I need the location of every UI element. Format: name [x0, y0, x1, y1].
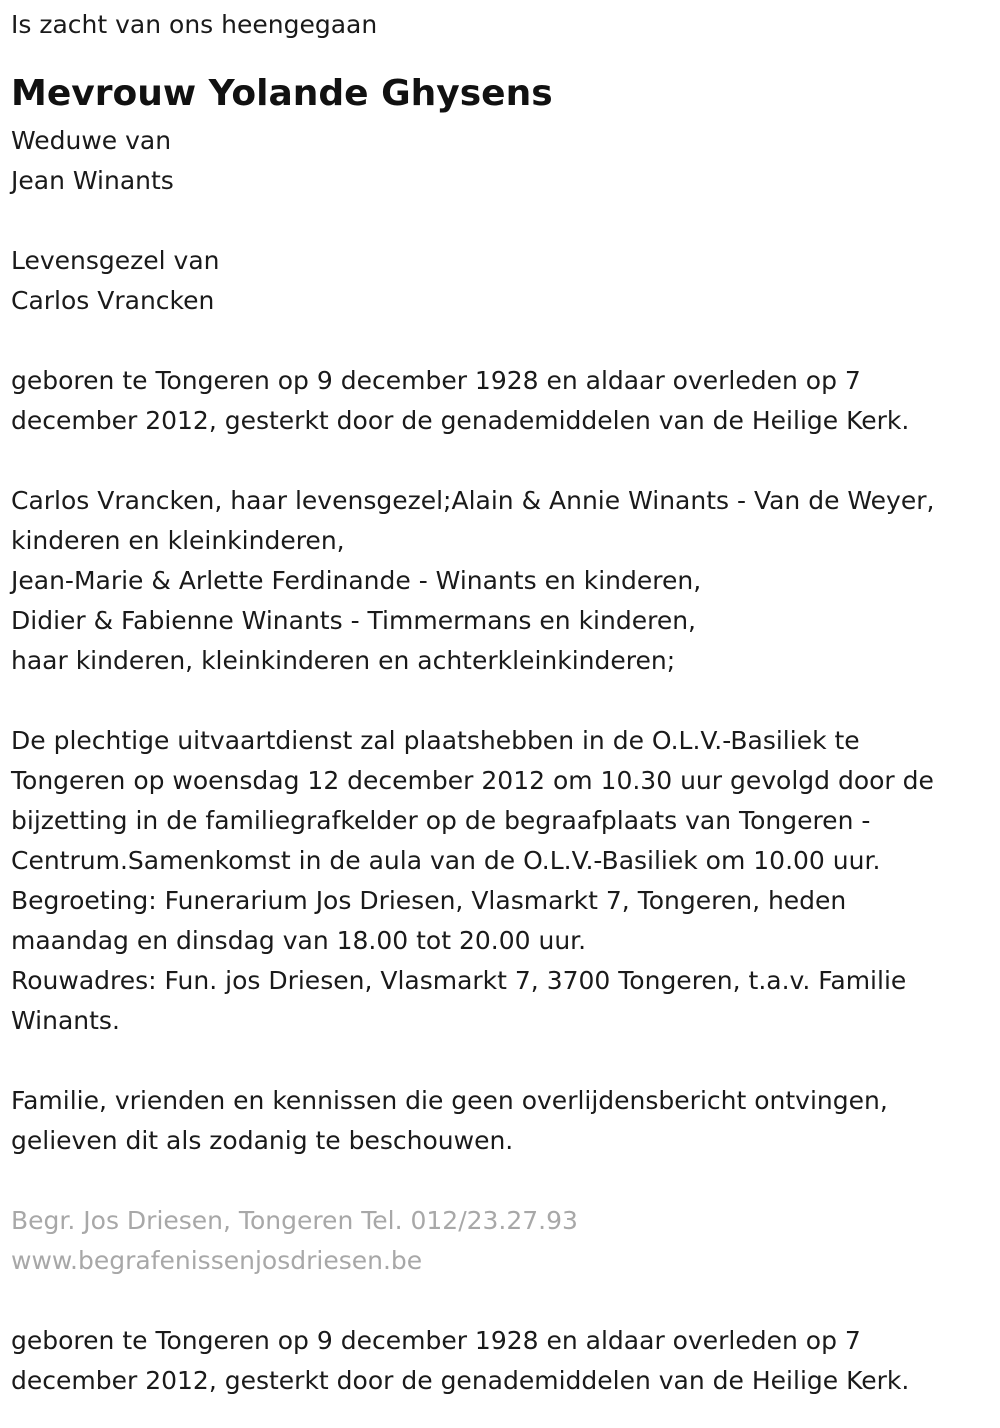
paragraph-line: maandag en dinsdag van 18.00 tot 20.00 uur. — [11, 926, 587, 955]
relation-person: Carlos Vrancken — [11, 286, 215, 315]
spacer — [11, 201, 989, 241]
paragraph-line: haar kinderen, kleinkinderen en achterkleinkinderen; — [11, 646, 676, 675]
funeral-home-website[interactable]: www.begrafenissenjosdriesen.be — [11, 1246, 423, 1275]
paragraph-line: bijzetting in de familiegrafkelder op de begraafplaats van Tongeren - — [11, 806, 871, 835]
paragraph-line: december 2012, gesterkt door de genademiddelen van de Heilige Kerk. — [11, 1366, 910, 1395]
spacer — [11, 1041, 989, 1081]
deceased-name: Mevrouw Yolande Ghysens — [11, 73, 553, 114]
spacer — [11, 321, 989, 361]
paragraph-line: geboren te Tongeren op 9 december 1928 en aldaar overleden op 7 — [11, 366, 861, 395]
relation-label: Levensgezel van — [11, 246, 220, 275]
spacer — [11, 1281, 989, 1321]
paragraph-line: Tongeren op woensdag 12 december 2012 om 10.30 uur gevolgd door de — [11, 766, 934, 795]
paragraph-line: De plechtige uitvaartdienst zal plaatshebben in de O.L.V.-Basiliek te — [11, 726, 860, 755]
paragraph-line: Rouwadres: Fun. jos Driesen, Vlasmarkt 7, 3700 Tongeren, t.a.v. Familie — [11, 966, 907, 995]
funeral-home-contact: Begr. Jos Driesen, Tongeren Tel. 012/23.27.93 — [11, 1206, 578, 1235]
mourners-paragraph — [11, 481, 989, 681]
paragraph-line: gelieven dit als zodanig te beschouwen. — [11, 1126, 514, 1155]
relation-widow — [11, 121, 989, 201]
paragraph-line: Winants. — [11, 1006, 120, 1035]
paragraph-line: Begroeting: Funerarium Jos Driesen, Vlasmarkt 7, Tongeren, heden — [11, 886, 847, 915]
notice-paragraph — [11, 1081, 989, 1161]
relation-partner — [11, 241, 989, 321]
birth-death-paragraph — [11, 361, 989, 441]
birth-death-paragraph-repeat — [11, 1321, 989, 1401]
spacer — [11, 441, 989, 481]
funeral-home-info — [11, 1201, 989, 1281]
paragraph-line: geboren te Tongeren op 9 december 1928 en aldaar overleden op 7 — [11, 1326, 861, 1355]
spacer — [11, 1161, 989, 1201]
ceremony-paragraph — [11, 721, 989, 1041]
relation-label: Weduwe van — [11, 126, 172, 155]
paragraph-line: Centrum.Samenkomst in de aula van de O.L.V.-Basiliek om 10.00 uur. — [11, 846, 881, 875]
paragraph-line: Familie, vrienden en kennissen die geen overlijdensbericht ontvingen, — [11, 1086, 888, 1115]
paragraph-line: Didier & Fabienne Winants - Timmermans en kinderen, — [11, 606, 696, 635]
paragraph-line: december 2012, gesterkt door de genademiddelen van de Heilige Kerk. — [11, 406, 910, 435]
paragraph-line: Jean-Marie & Arlette Ferdinande - Winants en kinderen, — [11, 566, 702, 595]
paragraph-line: Carlos Vrancken, haar levensgezel;Alain & Annie Winants - Van de Weyer, — [11, 486, 935, 515]
relation-person: Jean Winants — [11, 166, 174, 195]
paragraph-line: kinderen en kleinkinderen, — [11, 526, 345, 555]
intro-text: Is zacht van ons heengegaan — [11, 10, 378, 39]
spacer — [11, 681, 989, 721]
